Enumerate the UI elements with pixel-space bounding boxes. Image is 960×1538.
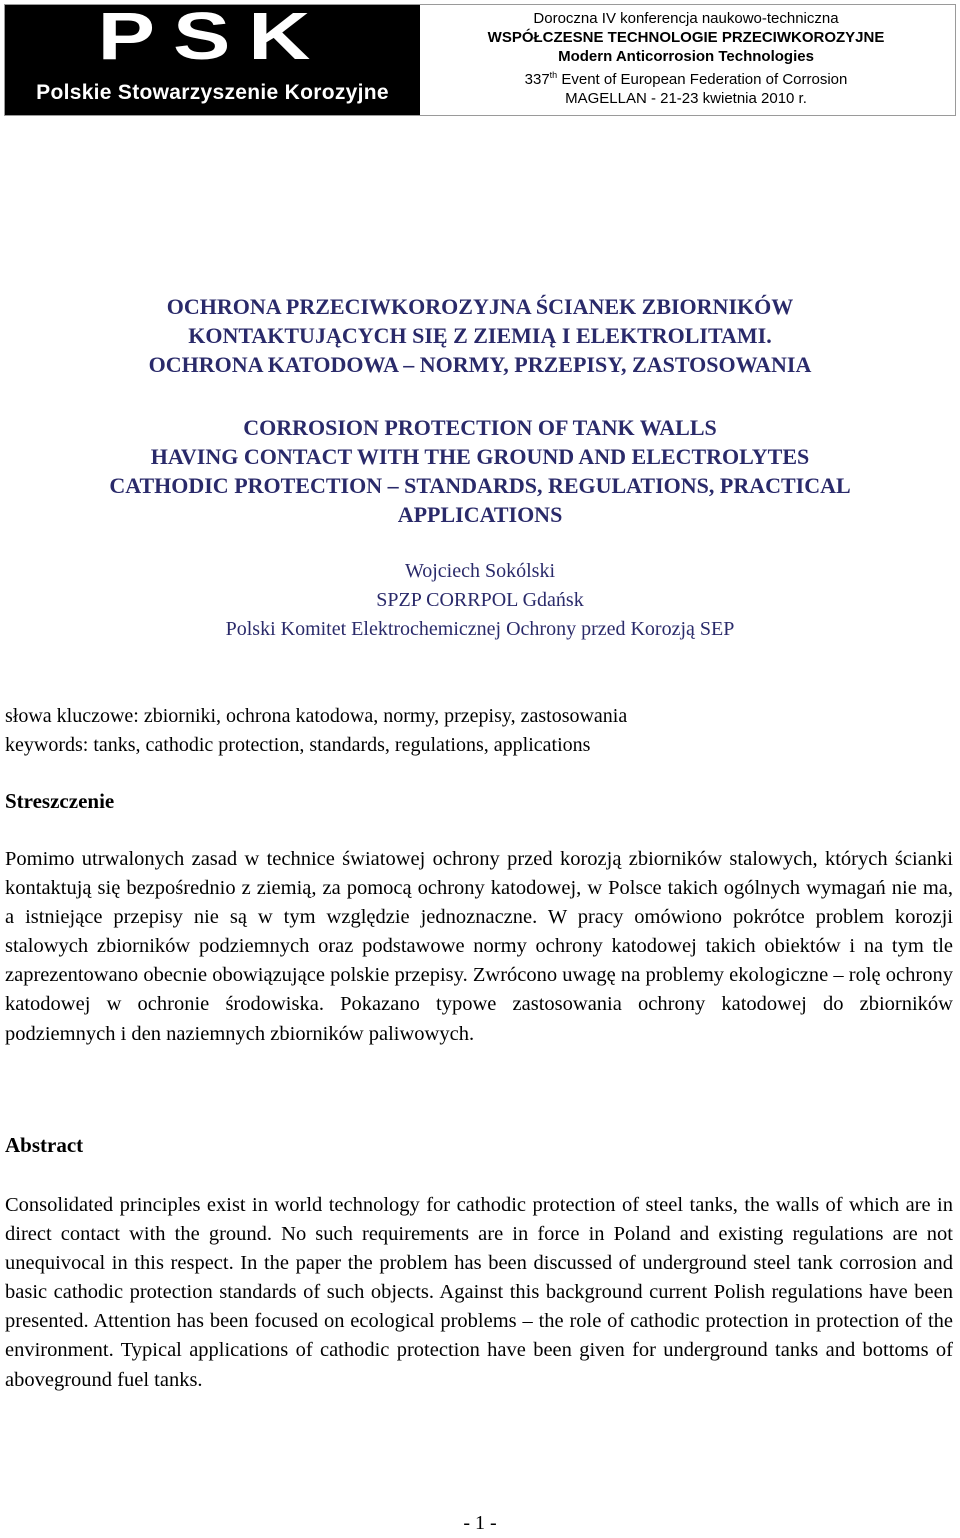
title-line: OCHRONA PRZECIWKOROZYJNA ŚCIANEK ZBIORNIKÓW bbox=[166, 294, 794, 319]
logo-mark: PSK bbox=[97, 5, 329, 74]
logo-subtitle: Polskie Stowarzyszenie Korozyjne bbox=[36, 81, 389, 104]
summary-heading: Streszczenie bbox=[5, 789, 115, 813]
author-block bbox=[0, 557, 960, 644]
keywords-block bbox=[5, 702, 955, 760]
title-line: APPLICATIONS bbox=[397, 502, 563, 527]
conference-event bbox=[420, 66, 952, 89]
conference-header bbox=[4, 4, 956, 116]
event-text: Event of European Federation of Corrosion bbox=[557, 71, 848, 88]
conference-name-pl: WSPÓŁCZESNE TECHNOLOGIE PRZECIWKOROZYJNE bbox=[487, 29, 885, 46]
title-line: CATHODIC PROTECTION – STANDARDS, REGULATIONS, PRACTICAL bbox=[109, 473, 851, 498]
event-number: 337 bbox=[524, 71, 550, 88]
title-line: OCHRONA KATODOWA – NORMY, PRZEPISY, ZASTOSOWANIA bbox=[148, 352, 812, 377]
author-name: Wojciech Sokólski bbox=[404, 560, 556, 582]
psk-logo bbox=[5, 5, 420, 115]
title-line: CORROSION PROTECTION OF TANK WALLS bbox=[243, 415, 717, 440]
abstract-heading: Abstract bbox=[5, 1133, 84, 1157]
conference-info bbox=[420, 9, 952, 108]
title-english bbox=[0, 413, 960, 529]
title-line: KONTAKTUJĄCYCH SIĘ Z ZIEMIĄ I ELEKTROLITAMI. bbox=[188, 323, 772, 348]
title-line: HAVING CONTACT WITH THE GROUND AND ELECTROLYTES bbox=[150, 444, 810, 469]
keywords-english: keywords: tanks, cathodic protection, standards, regulations, applications bbox=[5, 734, 591, 756]
conference-line: Doroczna IV konferencja naukowo-techniczna bbox=[533, 10, 839, 27]
conference-venue-date: MAGELLAN - 21-23 kwietnia 2010 r. bbox=[565, 90, 807, 107]
keywords-polish: słowa kluczowe: zbiorniki, ochrona katodowa, normy, przepisy, zastosowania bbox=[5, 705, 628, 727]
abstract-text: Consolidated principles exist in world technology for cathodic protection of steel tanks, the walls of which are in direct contact with the ground. No such requirements are in force in Poland and existing regulations are not unequivocal in this respect. In the paper the problem has been discussed of underground steel tank corrosion and basic cathodic protection standards of such objects. Against this background current Polish regulations have been presented. Attention has been focused on ecological problems – the role of cathodic protection in protection of the environment. Typical applications of cathodic protection have been given for underground tanks and bottoms of aboveground fuel tanks. bbox=[5, 1194, 953, 1391]
summary-text: Pomimo utrwalonych zasad w technice światowej ochrony przed korozją zbiorników stalowych, których ścianki kontaktują się bezpośrednio z ziemią, za pomocą ochrony katodowej, w Polsce takich ogólnych wymagań nie ma, a istniejące przepisy nie są w tym względzie jednoznaczne. W pracy omówiono pokrótce problem korozji stalowych zbiorników podziemnych oraz podstawowe normy ochrony katodowej takich obiektów i na tym tle zaprezentowano obecnie obowiązujące polskie przepisy. Zwrócono uwagę na problemy ekologiczne – rolę ochrony katodowej w ochronie środowiska. Pokazano typowe zastosowania ochrony katodowej do zbiorników podziemnych i den naziemnych zbiorników paliwowych. bbox=[5, 848, 953, 1045]
title-polish bbox=[0, 292, 960, 379]
conference-name-en: Modern Anticorrosion Technologies bbox=[558, 48, 814, 65]
page-number: - 1 - bbox=[463, 1512, 497, 1534]
author-affiliation: SPZP CORRPOL Gdańsk bbox=[376, 589, 584, 611]
event-suffix: th bbox=[549, 70, 558, 80]
author-affiliation: Polski Komitet Elektrochemicznej Ochrony przed Korozją SEP bbox=[225, 618, 735, 640]
